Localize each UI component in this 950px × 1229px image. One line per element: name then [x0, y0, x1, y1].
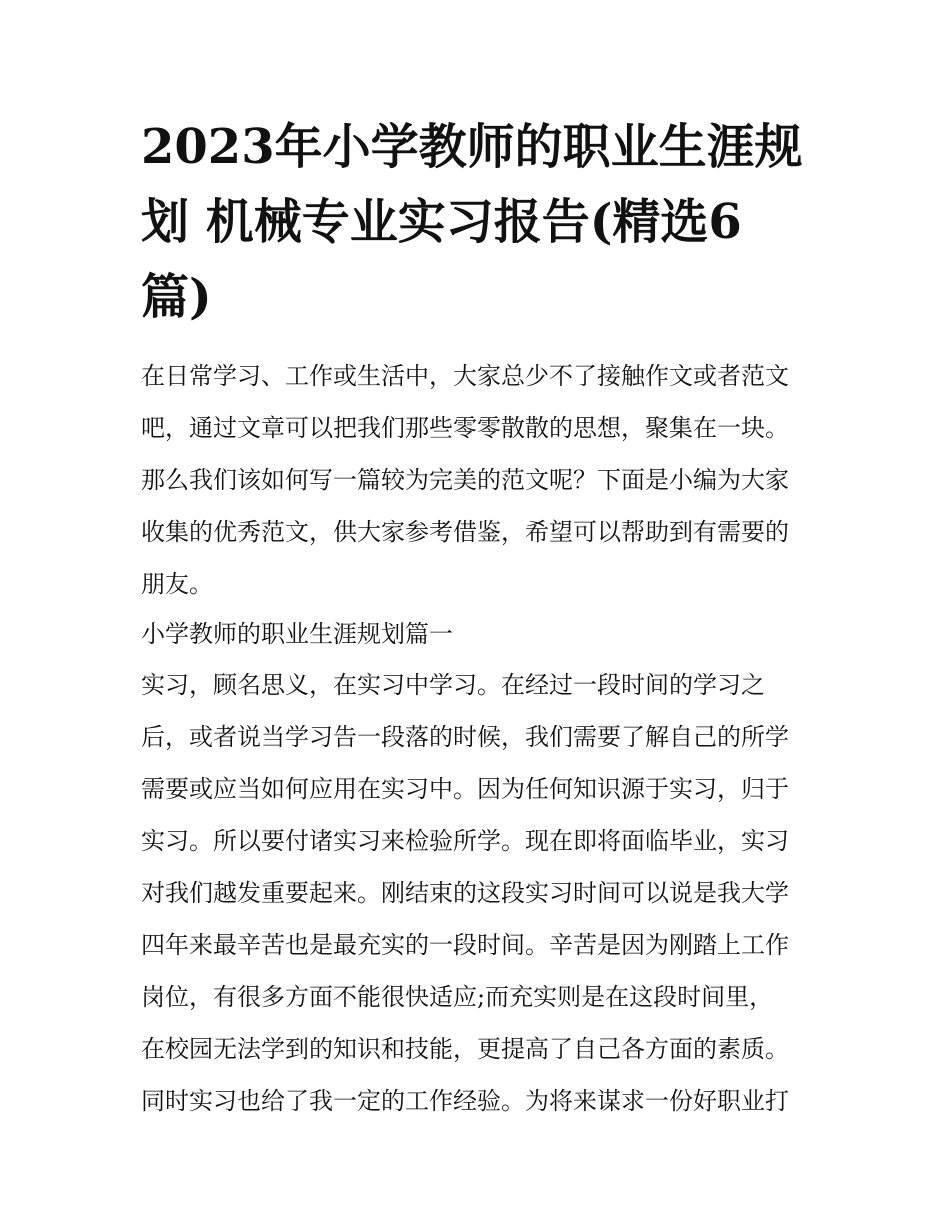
intro-line: 朋友。: [141, 570, 213, 598]
section-line: 同时实习也给了我一定的工作经验。为将来谋求一份好职业打: [141, 1087, 789, 1115]
section-heading: 小学教师的职业生涯规划篇一: [141, 620, 453, 648]
section-line: 后，或者说当学习告一段落的时候，我们需要了解自己的所学: [141, 723, 789, 751]
section-line: 需要或应当如何应用在实习中。因为任何知识源于实习，归于: [141, 775, 789, 803]
intro-line: 收集的优秀范文，供大家参考借鉴，希望可以帮助到有需要的: [141, 518, 789, 546]
section-line: 实习。所以要付诸实习来检验所学。现在即将面临毕业，实习: [141, 827, 789, 855]
intro-line: 在日常学习、工作或生活中，大家总少不了接触作文或者范文: [141, 362, 789, 390]
section-line: 在校园无法学到的知识和技能，更提高了自己各方面的素质。: [141, 1035, 789, 1063]
title-line: 划 机械专业实习报告(精选6: [141, 194, 742, 250]
title-line: 2023年小学教师的职业生涯规: [141, 119, 803, 175]
section-line: 实习，顾名思义，在实习中学习。在经过一段时间的学习之: [141, 671, 765, 699]
intro-line: 那么我们该如何写一篇较为完美的范文呢？下面是小编为大家: [141, 466, 789, 494]
section-paragraph: [141, 659, 813, 1127]
document-title: [141, 110, 813, 335]
section-line: 四年来最辛苦也是最充实的一段时间。辛苦是因为刚踏上工作: [141, 931, 789, 959]
section-line: 岗位，有很多方面不能很快适应;而充实则是在这段时间里，: [141, 983, 774, 1011]
section-line: 对我们越发重要起来。刚结束的这段实习时间可以说是我大学: [141, 879, 789, 907]
intro-paragraph: [141, 350, 813, 610]
intro-line: 吧，通过文章可以把我们那些零零散散的思想，聚集在一块。: [141, 414, 789, 442]
title-line: 篇): [141, 269, 212, 325]
